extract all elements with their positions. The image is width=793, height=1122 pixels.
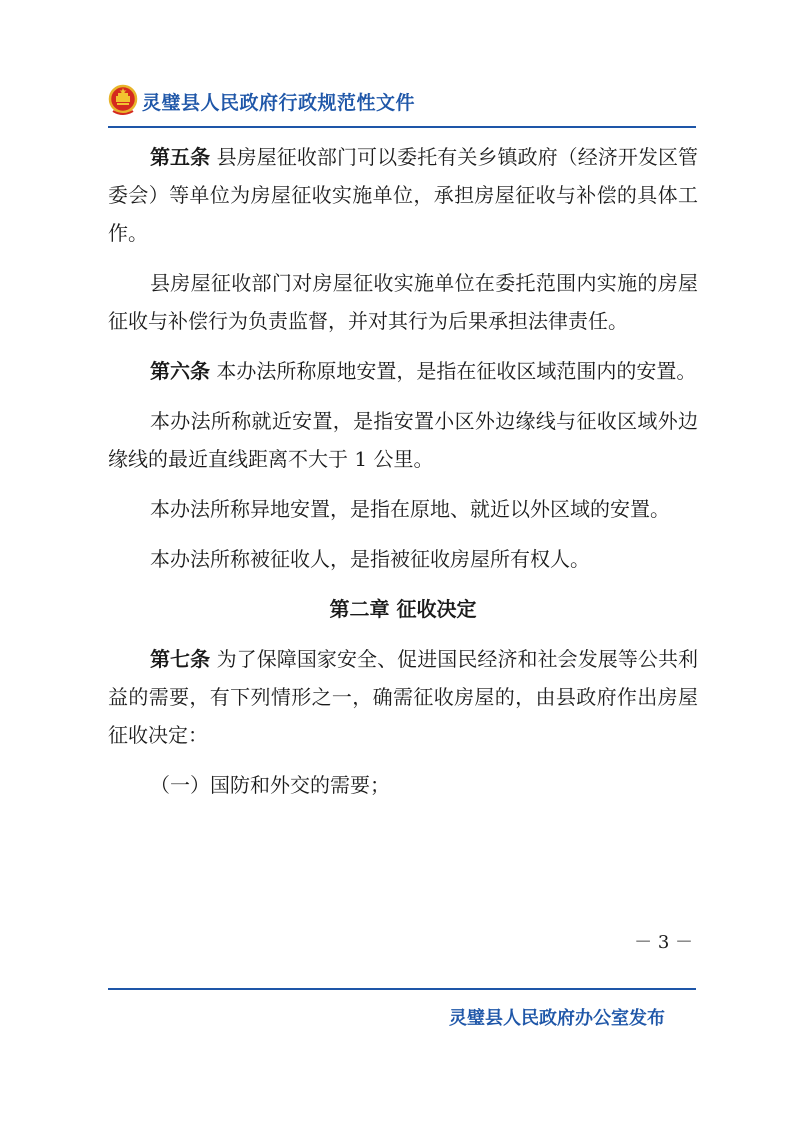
paragraph-text: 本办法所称异地安置，是指在原地、就近以外区域的安置。	[150, 497, 670, 521]
article-label: 第六条	[150, 359, 210, 383]
chapter-heading: 第二章 征收决定	[329, 597, 477, 621]
document-body	[108, 138, 698, 816]
paragraph-text: 本办法所称原地安置，是指在征收区域范围内的安置。	[210, 359, 697, 383]
paragraph-text: （一）国防和外交的需要；	[150, 773, 390, 797]
footer-divider	[108, 988, 696, 990]
national-emblem-icon	[108, 84, 138, 116]
paragraph-expropriated-person	[108, 540, 698, 578]
paragraph-text: 县房屋征收部门对房屋征收实施单位在委托范围内实施的房屋征收与补偿行为负责监督，并对其行为后果承担法律责任。	[108, 271, 698, 333]
paragraph-article-5	[108, 138, 698, 252]
paragraph-remote-resettlement	[108, 490, 698, 528]
document-header	[108, 84, 698, 124]
header-title: 灵璧县人民政府行政规范性文件	[142, 92, 416, 114]
header-divider	[108, 126, 696, 128]
paragraph-text: 本办法所称被征收人，是指被征收房屋所有权人。	[150, 547, 590, 571]
footer-publisher: 灵璧县人民政府办公室发布	[449, 1008, 665, 1029]
paragraph-nearby-resettlement	[108, 402, 698, 478]
paragraph-text: 本办法所称就近安置，是指安置小区外边缘线与征收区域外边缘线的最近直线距离不大于 1 公里。	[108, 409, 698, 471]
paragraph-text: 县房屋征收部门可以委托有关乡镇政府（经济开发区管委会）等单位为房屋征收实施单位，承担房屋征收与补偿的具体工作。	[108, 145, 699, 245]
paragraph-text: 为了保障国家安全、促进国民经济和社会发展等公共利益的需要，有下列情形之一，确需征收房屋的，由县政府作出房屋征收决定：	[108, 647, 699, 747]
paragraph-article-7	[108, 640, 698, 754]
paragraph-item-1	[108, 766, 698, 804]
page-number: － 3 －	[634, 932, 693, 953]
paragraph-article-6	[108, 352, 698, 390]
article-label: 第七条	[150, 647, 211, 671]
paragraph-supervision	[108, 264, 698, 340]
article-label: 第五条	[150, 145, 211, 169]
